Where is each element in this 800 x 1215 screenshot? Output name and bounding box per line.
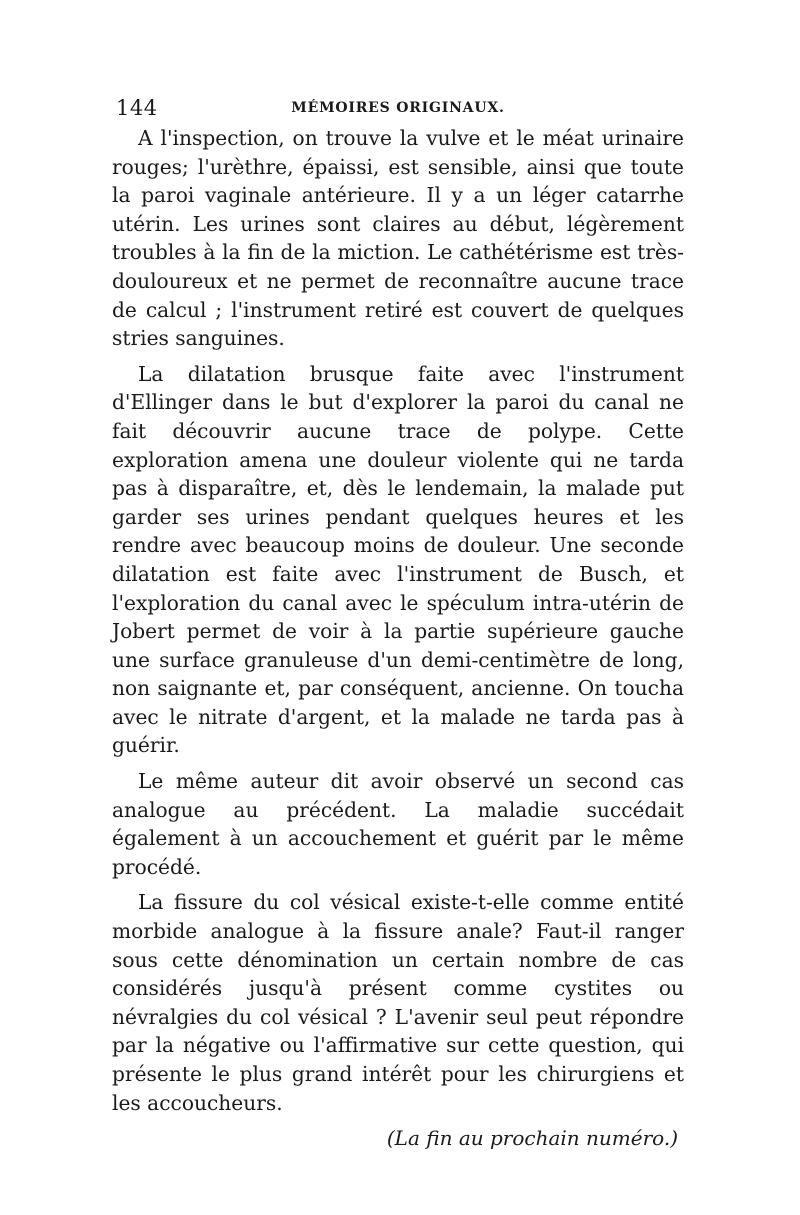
running-head: MÉMOIRES ORIGINAUX. [291, 100, 505, 116]
paragraph-second-case: Le même auteur dit avoir observé un second cas analogue au précédent. La maladie succédait également à un accouchement et guérit par le même procédé. [112, 769, 684, 879]
continuation-note: (La fin au prochain numéro.) [386, 1126, 678, 1151]
page-body [112, 96, 684, 1152]
paragraph-dilatation: La dilatation brusque faite avec l'instrument d'Ellinger dans le but d'explorer la paroi du canal ne fait découvrir aucune trace de polype. Cette exploration amena une douleur violente qui ne tarda pas à disparaître, et, dès le lendemain, la malade put garder ses urines pendant quelques heures et les rendre avec beaucoup moins de douleur. Une seconde dilatation est faite avec l'instrument de Busch, et l'exploration du canal avec le spéculum intra-utérin de Jobert permet de voir à la partie supérieure gauche une surface granuleuse d'un demi-centimètre de long, non saignante et, par conséquent, ancienne. On toucha avec le nitrate d'argent, et la malade ne tarda pas à guérir. [112, 361, 684, 758]
page-header [112, 96, 684, 122]
page-number: 144 [116, 96, 158, 120]
paragraph-inspection: A l'inspection, on trouve la vulve et le méat urinaire rouges; l'urèthre, épaissi, est sensible, ainsi que toute la paroi vaginale antérieure. Il y a un léger catarrhe utérin. Les urines sont claires au début, légèrement troubles à la fin de la miction. Le cathétérisme est très-douloureux et ne permet de reconnaître aucune trace de calcul ; l'instrument retiré est couvert de quelques stries sanguines. [112, 126, 684, 351]
paragraph-fissure-question: La fissure du col vésical existe-t-elle comme entité morbide analogue à la fissure anale? Faut-il ranger sous cette dénomination un certain nombre de cas considérés jusqu'à présent comme cystites ou névralgies du col vésical ? L'avenir seul peut répondre par la négative ou l'affirmative sur cette question, qui présente le plus grand intérêt pour les chirurgiens et les accoucheurs. [112, 890, 684, 1115]
